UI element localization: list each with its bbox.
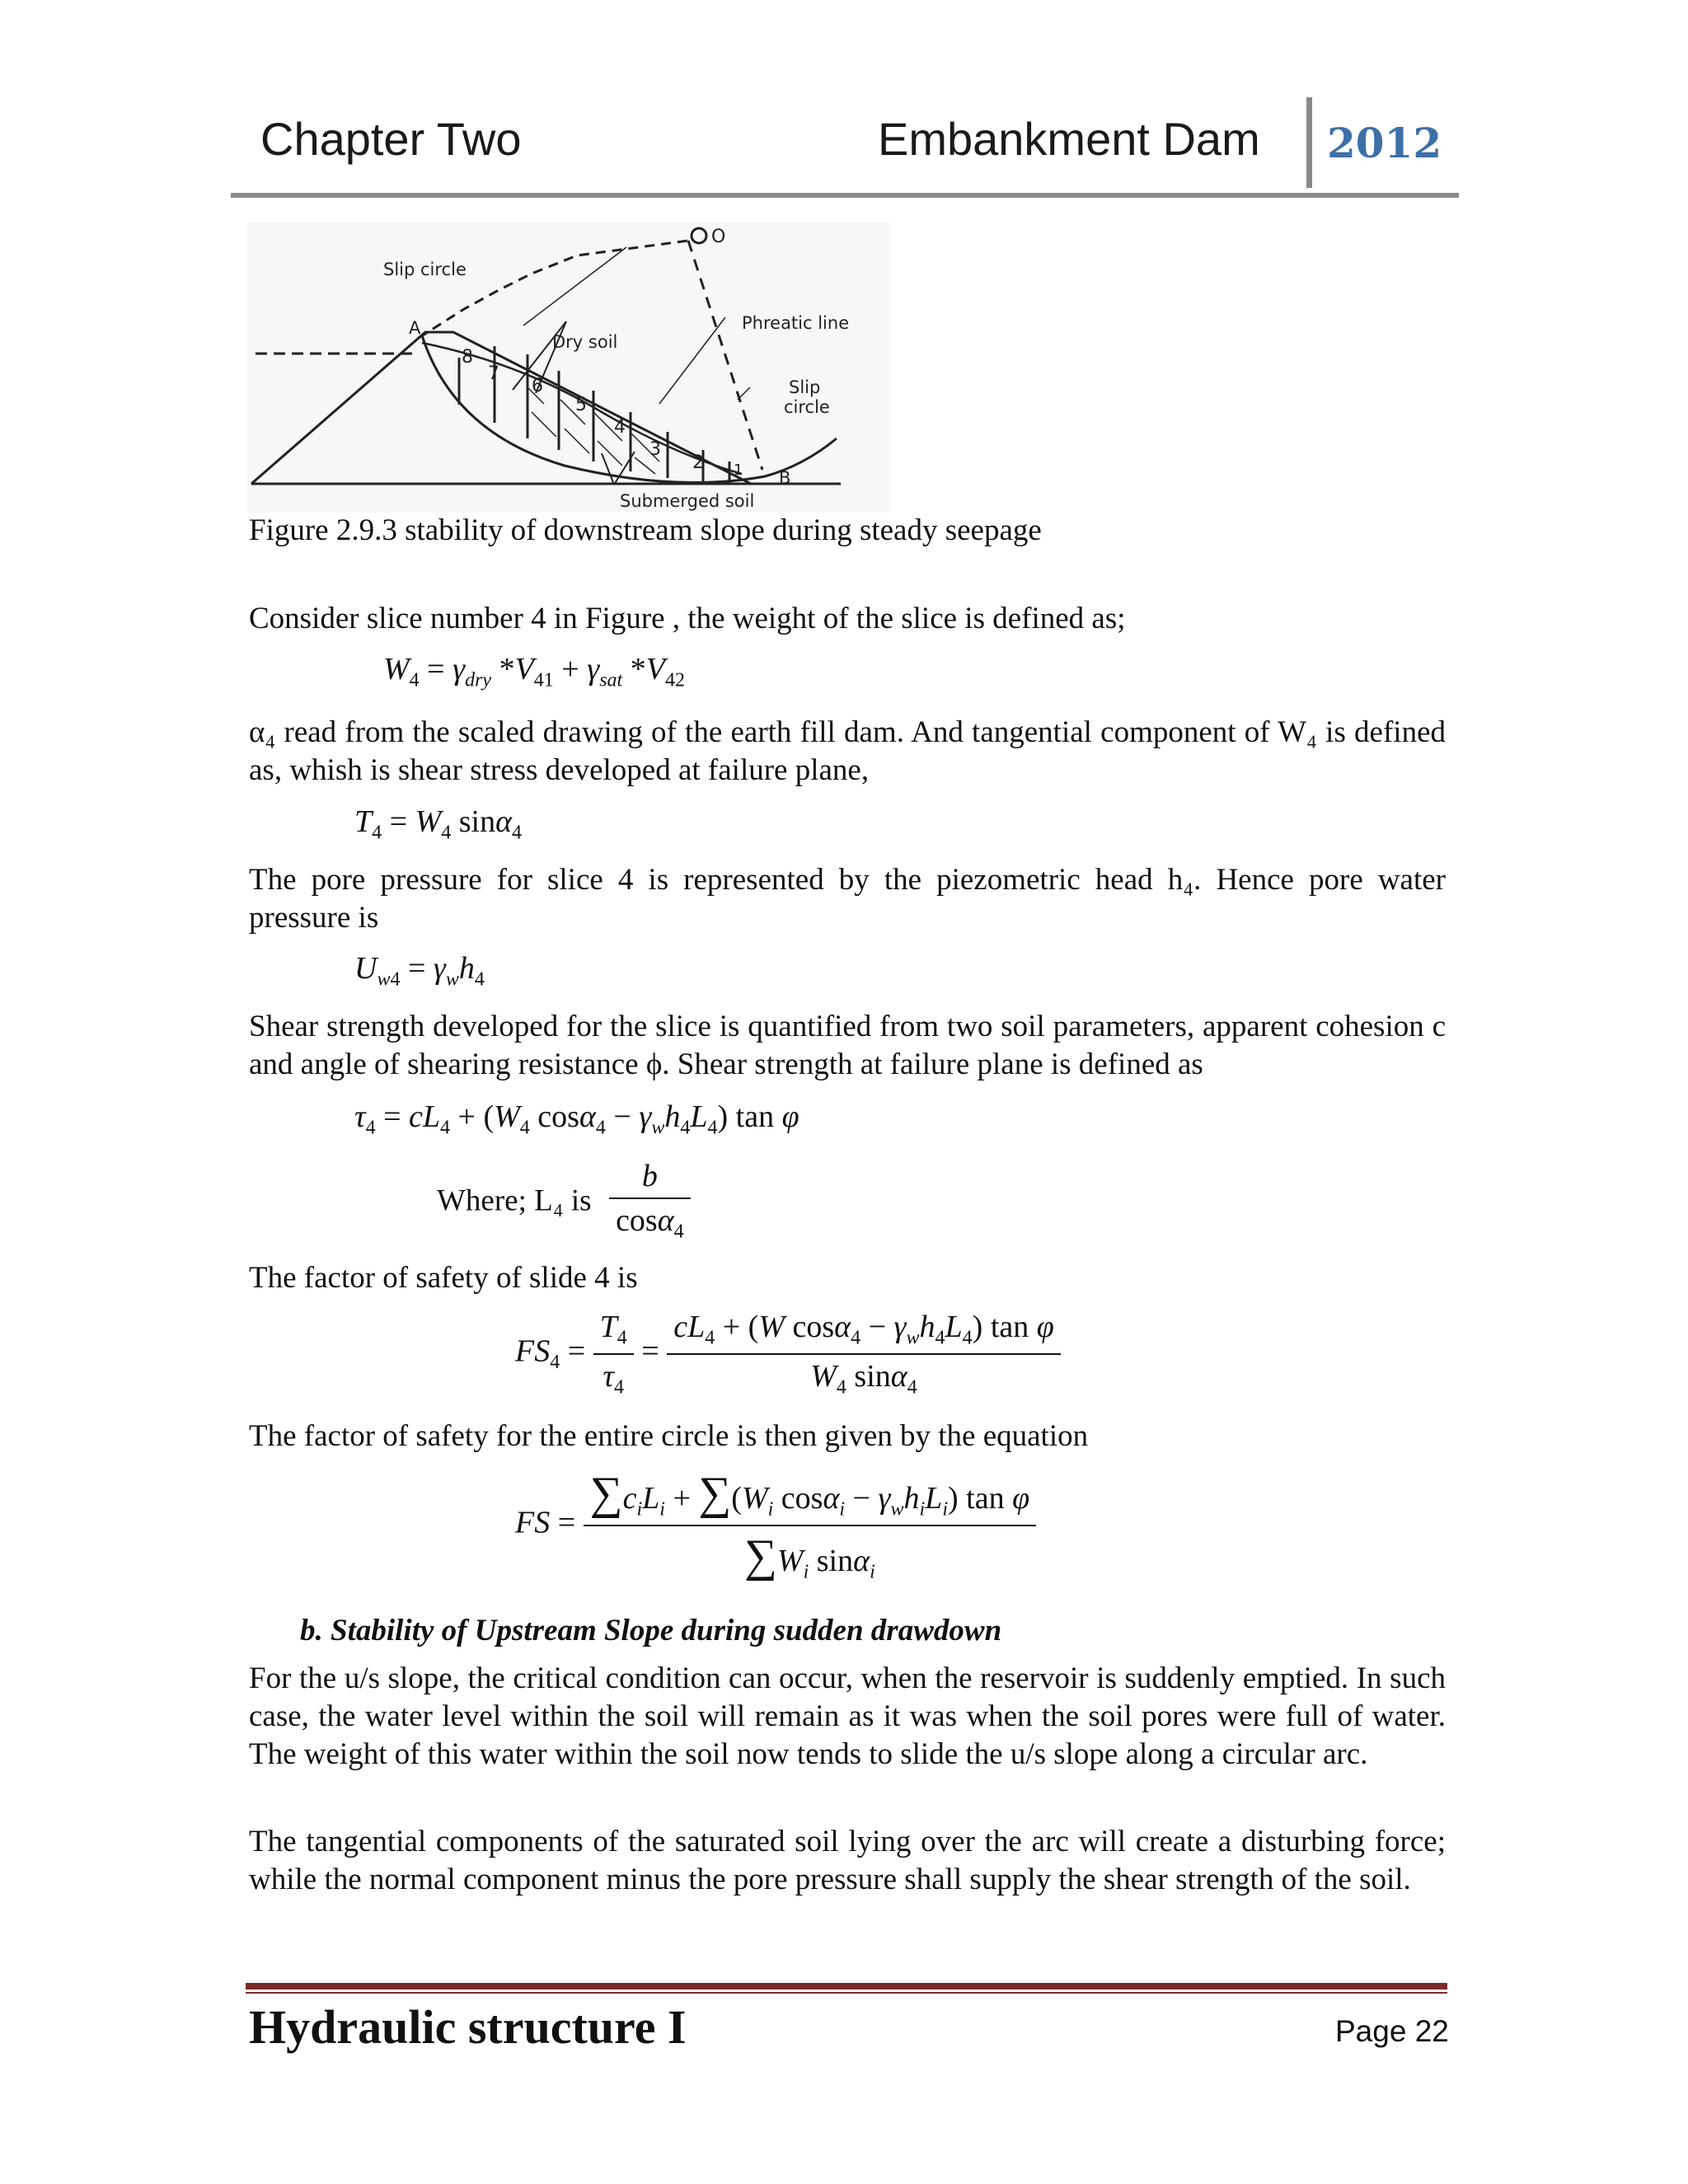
where-label: Where; L₄ is: [437, 1183, 592, 1218]
fig-slice-1: 1: [734, 462, 743, 479]
paragraph-slice-weight: Consider slice number 4 in Figure , the weight of the slice is defined as;: [249, 602, 1126, 635]
paragraph-shear-strength: Shear strength developed for the slice is quantified from two soil parameters, apparent cohesion c and angle of shearing resistance ϕ. Shear strength at failure plane is defined as: [249, 1010, 1446, 1081]
fig-label-b: B: [779, 468, 791, 488]
fig-slice-4: 4: [614, 417, 626, 438]
equation-weight: $W_4 = \gamma_{dry}$ $*V_{41} + \gamma_{sat}$ $*V_{42}$: [383, 652, 685, 691]
header-separator: [1306, 97, 1312, 188]
equation-where-length: Where; L₄ is $\frac{b}{\cos\alpha_4}$: [437, 1158, 691, 1244]
fig-slice-3: 3: [649, 439, 661, 460]
equation-factor-slice: $FS_4$ = $\frac{T_4}{\tau_4}$ = $\frac{cL_4 + (W \cos\alpha_4 - \gamma_wh_4L_4) \tan \varphi}{W_4 \sin\alpha_4}$: [515, 1309, 1061, 1399]
subsection-heading: b. Stability of Upstream Slope during sudden drawdown: [300, 1614, 1002, 1647]
fig-label-o: O: [711, 227, 726, 247]
paragraph-factor-slice: The factor of safety of slide 4 is: [249, 1261, 638, 1295]
fig-label-dry-soil: Dry soil: [552, 332, 618, 352]
header-title: Embankment Dam: [878, 113, 1260, 165]
header-year: 2012: [1327, 119, 1442, 167]
fig-label-a: A: [409, 318, 421, 338]
equation-shear-strength: $\tau_4 = cL_4 + (W_4$ $\cos\alpha_4 - \gamma_wh_4L_4$) tan φ: [354, 1099, 799, 1139]
fig-label-slip-circle: Slip circle: [383, 260, 467, 279]
fig-slice-8: 8: [462, 347, 473, 368]
fig-label-phreatic: Phreatic line: [742, 313, 850, 333]
figure-caption: Figure 2.9.3 stability of downstream slope during steady seepage: [249, 513, 1042, 547]
chapter-label: Chapter Two: [260, 113, 522, 165]
page-header: [231, 97, 1459, 198]
equation-tangential: $T_4 = W_4$ sinα$_4$: [354, 804, 523, 844]
fig-slice-6: 6: [532, 376, 543, 396]
fig-slice-2: 2: [692, 452, 704, 473]
paragraph-tangential-components: The tangential components of the saturated soil lying over the arc will create a disturbing force; while the normal component minus the pore pressure shall supply the shear strength of the soil.: [249, 1825, 1446, 1896]
slope-stability-figure: [247, 223, 890, 513]
paragraph-pore-pressure: The pore pressure for slice 4 is represented by the piezometric head h₄. Hence pore water pressure is: [249, 863, 1446, 935]
footer-course: Hydraulic structure I: [249, 2000, 687, 2054]
paragraph-alpha: α₄ read from the scaled drawing of the earth fill dam. And tangential component of W₄ is defined as, whish is shear stress developed at failure plane,: [249, 715, 1446, 787]
paragraph-factor-circle: The factor of safety for the entire circle is then given by the equation: [249, 1419, 1089, 1453]
fig-label-submerged: Submerged soil: [620, 491, 755, 511]
footer-rule: [246, 1983, 1447, 1990]
equation-factor-circle: FS = $\frac{\sum c_iL_i + \sum(W_i \cos\alpha_i - \gamma_wh_iL_i) \tan \varphi}{\sum W_i \sin\alpha_i}$: [515, 1467, 1036, 1583]
fig-slice-5: 5: [575, 395, 587, 415]
footer-rule-thin: [246, 1992, 1447, 1994]
page-number: Page 22: [1335, 2014, 1449, 2048]
fig-label-slip-right-1: Slip: [789, 377, 821, 397]
paragraph-upstream-condition: For the u/s slope, the critical condition can occur, when the reservoir is suddenly emptied. In such case, the water level within the soil will remain as it was when the soil pores were full of water. The weight of this water within the soil now tends to slide the u/s slope along a circular arc.: [249, 1661, 1446, 1771]
equation-pore-pressure: $U_{w4} = \gamma_wh_4$: [354, 951, 485, 991]
fig-label-slip-right-2: circle: [784, 397, 830, 417]
fig-slice-7: 7: [488, 363, 499, 384]
